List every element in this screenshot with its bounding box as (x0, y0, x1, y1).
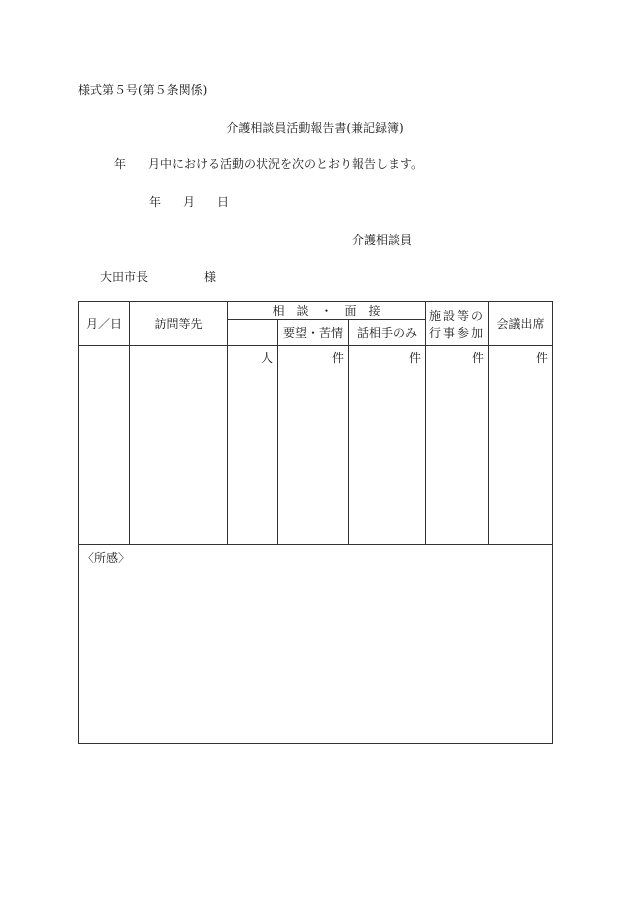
cell-people-count (228, 346, 278, 545)
cell-requests-count (278, 346, 349, 545)
form-number: 様式第５号(第５条関係) (78, 83, 208, 97)
unit-cases: 件 (536, 351, 549, 365)
unit-cases: 件 (409, 351, 422, 365)
addressee-name: 大田市長 (100, 270, 149, 284)
header-conversation-only: 話相手のみ (349, 320, 426, 346)
header-month-day: 月／日 (79, 302, 130, 346)
remarks-cell (79, 545, 553, 744)
header-consultation-blank (228, 320, 278, 346)
intro-sentence (114, 155, 423, 172)
intro-text: 月中における活動の状況を次のとおり報告します。 (148, 157, 424, 171)
page-title: 介護相談員活動報告書(兼記録簿) (226, 121, 404, 135)
unit-cases: 件 (472, 351, 485, 365)
header-facility-events (426, 302, 489, 346)
header-consultation-group: 相 談 ・ 面 接 (228, 302, 426, 320)
addressee (100, 268, 216, 285)
counselor-label: 介護相談員 (352, 233, 413, 247)
cell-month-day (79, 346, 130, 545)
header-facility-events-line1: 施設等の (429, 308, 486, 323)
date-day-label: 日 (217, 195, 230, 209)
header-meeting-attendance: 会議出席 (489, 302, 553, 346)
cell-conversation-count (349, 346, 426, 545)
remarks-label: 〈所感〉 (82, 551, 131, 565)
addressee-honorific: 様 (204, 270, 217, 284)
date-line (149, 193, 229, 210)
date-year-label: 年 (149, 195, 162, 209)
unit-cases: 件 (331, 351, 344, 365)
cell-meeting-count (489, 346, 553, 545)
header-requests-complaints: 要望・苦情 (278, 320, 349, 346)
header-facility-events-line2: 行事参加 (429, 325, 486, 340)
date-month-label: 月 (183, 195, 196, 209)
unit-people: 人 (260, 351, 273, 365)
intro-year-label: 年 (114, 157, 127, 171)
cell-visit-place (130, 346, 228, 545)
cell-facility-events-count (426, 346, 489, 545)
header-visit-place: 訪問等先 (130, 302, 228, 346)
activity-report-table (78, 301, 553, 744)
